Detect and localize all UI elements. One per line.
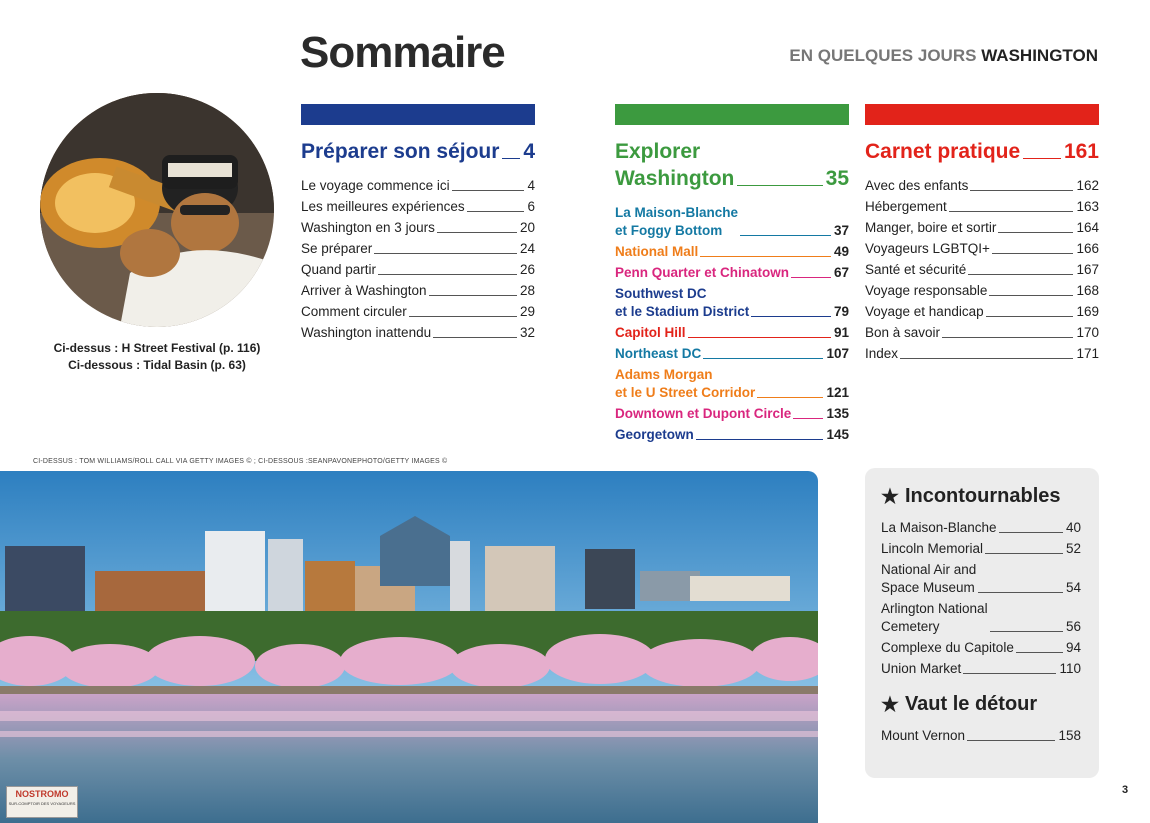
toc-entry-label-line2: Georgetown [615,427,694,442]
toc-entry-label: Mount Vernon [881,728,966,743]
toc-entry-label: Les meilleures expériences [301,199,465,214]
toc-entry-label [881,519,997,537]
toc-entry[interactable] [301,198,535,216]
leader-dots [989,295,1073,296]
toc-entry[interactable] [301,261,535,279]
toc-entry[interactable] [301,282,535,300]
photo-credit: CI-DESSUS : TOM WILLIAMS/ROLL CALL VIA GETTY IMAGES © ; CI-DESSOUS :SEANPAVONEPHOTO/GETTY IMAGES © [33,458,448,465]
toc-entry-label [615,324,686,342]
toc-entry-page: 163 [1076,199,1099,214]
leader-dots [429,295,517,296]
toc-entry-label [615,345,701,363]
toc-entry-label-line2: et le Stadium District [615,304,750,319]
toc-entry-label-line2: et Foggy Bottom [615,223,723,238]
toc-entry-label-line2: National Mall [615,244,699,259]
section-bar-carnet [865,104,1099,125]
leader-dots [740,235,831,236]
toc-entry[interactable] [865,324,1099,342]
toc-entry-page: 54 [1065,580,1081,595]
logo-text: NOSTROMO [15,789,69,799]
toc-entry-page: 79 [833,304,849,319]
toc-entry-label-line1: Adams Morgan [615,367,713,382]
section-bar-explore [615,104,849,125]
leader-dots [968,274,1073,275]
section-title-line2: Washington [615,167,735,190]
toc-entry[interactable] [865,303,1099,321]
toc-entry[interactable] [615,366,849,402]
toc-entry-page: 26 [519,262,535,277]
section-explore [615,138,849,447]
leader-dots [751,316,831,317]
toc-entry[interactable] [881,660,1081,678]
toc-entry-label: Avec des enfants [865,178,969,193]
leader-dots [990,631,1063,632]
star-icon: ★ [881,694,899,716]
toc-entry-label: Santé et sécurité [865,262,967,277]
tidal-basin-photo [0,471,818,823]
leader-dots [1016,652,1063,653]
toc-entry-page: 121 [826,385,849,400]
toc-list-detour [881,727,1081,745]
toc-entry-page: 37 [833,223,849,238]
toc-entry-label [615,204,738,240]
page-number: 3 [1122,784,1129,796]
toc-entry-page: 56 [1065,619,1081,634]
toc-entry-label [881,540,983,558]
toc-entry-label-line2: Cemetery [881,619,940,634]
toc-entry-page: 20 [519,220,535,235]
leader-dots [409,316,517,317]
section-title-carnet[interactable] [865,138,1099,165]
toc-entry-label: Voyage responsable [865,283,988,298]
highlights-title [881,484,1081,509]
toc-entry-label: Index [865,346,899,361]
page-title: Sommaire [300,28,505,77]
leader-dots [467,211,525,212]
toc-entry[interactable] [881,600,1081,636]
leader-dots [963,673,1056,674]
toc-entry[interactable] [881,561,1081,597]
toc-entry-label [615,285,749,321]
toc-entry[interactable] [615,285,849,321]
toc-entry-label: Manger, boire et sortir [865,220,997,235]
leader-dots [433,337,517,338]
toc-entry-page: 110 [1059,661,1081,676]
toc-entry[interactable] [615,204,849,240]
toc-entry-label [615,426,694,444]
toc-entry-page: 171 [1076,346,1099,361]
leader-dots [992,253,1074,254]
section-page: 35 [825,167,849,190]
leader-dots [970,190,1073,191]
toc-entry-label-line2: Space Museum [881,580,975,595]
toc-entry[interactable] [865,240,1099,258]
section-prep [301,138,535,345]
detour-title [881,692,1081,717]
toc-entry-label [615,243,698,261]
toc-entry-page: 164 [1076,220,1099,235]
toc-entry[interactable] [865,345,1099,363]
section-bar-prep [301,104,535,125]
toc-entry-label: Le voyage commence ici [301,178,450,193]
toc-list-prep [301,177,535,342]
toc-entry-label-line2: Capitol Hill [615,325,686,340]
toc-entry-label-line2: Penn Quarter et Chinatown [615,265,790,280]
trumpet-player-illustration [40,93,274,327]
leader-dots [700,256,831,257]
toc-entry-label [881,561,976,597]
toc-entry[interactable] [615,243,849,261]
toc-entry[interactable] [615,264,849,282]
section-page: 161 [1063,140,1099,163]
toc-entry[interactable] [615,426,849,444]
leader-dots [967,740,1055,741]
leader-dots [688,337,831,338]
toc-entry-page: 49 [833,244,849,259]
section-title-prep[interactable] [301,138,535,165]
leader-dots [452,190,525,191]
cityscape-illustration [0,471,818,823]
leader-dots [437,232,517,233]
leader-dots [986,316,1074,317]
toc-entry-label: Washington en 3 jours [301,220,435,235]
toc-entry-page: 170 [1076,325,1099,340]
leader-dots [949,211,1074,212]
running-header-prefix: EN QUELQUES JOURS [789,46,977,65]
photo-caption [40,340,274,374]
leader-dots [793,418,823,419]
toc-entry[interactable] [301,240,535,258]
toc-entry-label-line1: La Maison-Blanche [615,205,739,220]
toc-entry-label [615,264,789,282]
toc-entry[interactable] [615,345,849,363]
toc-entry[interactable] [865,282,1099,300]
toc-entry[interactable] [865,261,1099,279]
toc-entry-page: 32 [519,325,535,340]
toc-entry-page: 168 [1076,283,1099,298]
leader-dots [502,158,520,159]
toc-entry-page: 24 [519,241,535,256]
toc-entry-page: 91 [833,325,849,340]
toc-entry-page: 169 [1076,304,1099,319]
toc-entry[interactable] [881,727,1081,745]
toc-entry-label-line2: Lincoln Memorial [881,541,984,556]
toc-entry-page: 135 [826,406,849,421]
toc-entry-page: 29 [519,304,535,319]
toc-entry-label-line1: Arlington National [881,601,988,616]
leader-dots [999,532,1063,533]
toc-entry-page: 145 [826,427,849,442]
toc-entry-label-line2: Complexe du Capitole [881,640,1014,655]
toc-entry-page: 107 [826,346,849,361]
toc-entry-label: Voyage et handicap [865,304,984,319]
toc-entry-page: 52 [1065,541,1081,556]
toc-entry-page: 166 [1076,241,1099,256]
toc-entry-label-line2: Northeast DC [615,346,702,361]
toc-entry-label [615,405,791,423]
leader-dots [374,253,517,254]
toc-list-highlights [881,519,1081,678]
toc-entry-page: 40 [1065,520,1081,535]
toc-entry-page: 162 [1076,178,1099,193]
toc-entry[interactable] [301,177,535,195]
leader-dots [900,358,1073,359]
toc-entry-label-line1: Southwest DC [615,286,707,301]
star-icon: ★ [881,486,899,508]
section-carnet [865,138,1099,366]
toc-entry-page: 94 [1065,640,1081,655]
toc-entry-label-line2: et le U Street Corridor [615,385,756,400]
section-title-label: Préparer son séjour [301,140,500,163]
caption-above: Ci-dessus : H Street Festival (p. 116) [53,341,261,355]
leader-dots [757,397,823,398]
toc-entry-label: Quand partir [301,262,377,277]
section-page: 4 [523,140,535,163]
toc-entry[interactable] [301,219,535,237]
highlights-title-label: Incontournables [904,485,1061,507]
toc-entry[interactable] [881,540,1081,558]
toc-entry[interactable] [615,324,849,342]
toc-entry-label [881,639,1014,657]
toc-entry-label: Voyageurs LGBTQI+ [865,241,990,256]
publisher-logo [6,786,78,818]
running-header-city: WASHINGTON [981,46,1098,65]
leader-dots [998,232,1073,233]
logo-subtext: SUR-COMPTOIR DES VOYAGEURS [8,801,76,806]
highlights-box [865,468,1099,778]
highlights-content [881,484,1081,748]
toc-entry-label: Arriver à Washington [301,283,427,298]
toc-entry-label-line2: La Maison-Blanche [881,520,997,535]
trumpet-player-photo [40,93,274,327]
toc-entry-label-line2: Downtown et Dupont Circle [615,406,792,421]
running-header [789,46,1098,66]
leader-dots [942,337,1073,338]
leader-dots [696,439,824,440]
toc-entry-label-line1: National Air and [881,562,977,577]
toc-entry-label: Hébergement [865,199,947,214]
toc-entry[interactable] [865,219,1099,237]
section-title-label: Carnet pratique [865,140,1021,163]
toc-entry-label: Se préparer [301,241,373,256]
toc-entry[interactable] [301,303,535,321]
toc-entry[interactable] [865,198,1099,216]
toc-entry-page: 158 [1058,728,1081,743]
toc-entry-page: 28 [519,283,535,298]
toc-entry-label: Bon à savoir [865,325,941,340]
toc-entry[interactable] [615,405,849,423]
toc-entry-label [615,366,755,402]
leader-dots [978,592,1063,593]
caption-below: Ci-dessous : Tidal Basin (p. 63) [68,358,246,372]
section-title-explore[interactable] [615,138,849,192]
toc-list-explore [615,204,849,444]
toc-entry[interactable] [881,639,1081,657]
toc-entry[interactable] [301,324,535,342]
toc-entry-page: 67 [833,265,849,280]
toc-entry[interactable] [881,519,1081,537]
leader-dots [1023,158,1061,159]
toc-entry-label: Comment circuler [301,304,407,319]
leader-dots [737,185,822,186]
leader-dots [791,277,831,278]
toc-entry-label [881,600,988,636]
toc-list-carnet [865,177,1099,363]
toc-entry-page: 4 [527,178,535,193]
toc-entry-page: 6 [527,199,535,214]
toc-entry-label-line2: Union Market [881,661,962,676]
toc-entry-label [881,660,961,678]
toc-entry-page: 167 [1076,262,1099,277]
leader-dots [378,274,517,275]
section-title-line1: Explorer [615,140,701,163]
toc-entry-label: Washington inattendu [301,325,432,340]
toc-entry[interactable] [865,177,1099,195]
leader-dots [703,358,823,359]
leader-dots [985,553,1063,554]
detour-title-label: Vaut le détour [904,693,1038,715]
